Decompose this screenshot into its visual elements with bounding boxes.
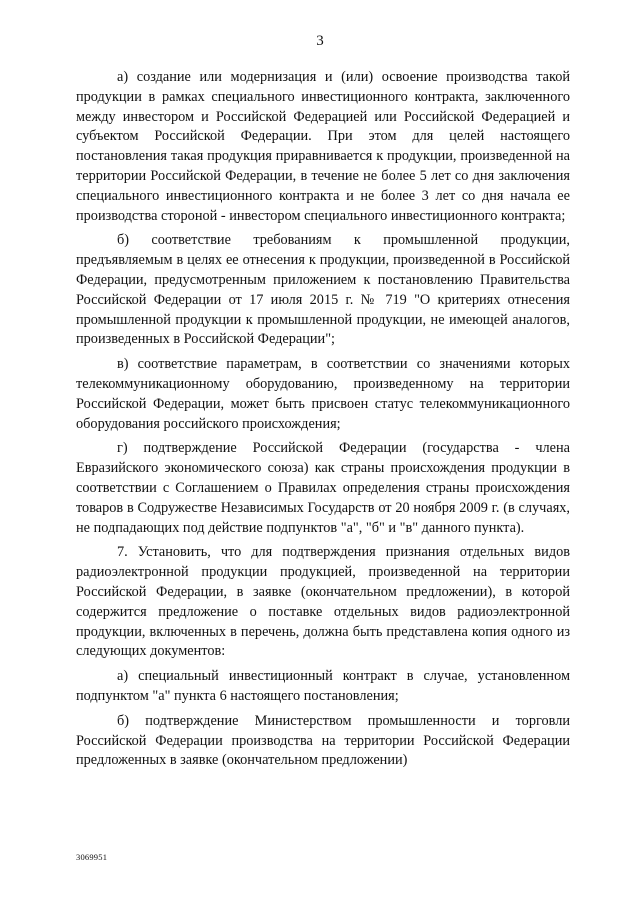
document-code: 3069951 (76, 852, 108, 862)
paragraph-6a: а) создание или модернизация и (или) освоение производства такой продукции в рамках специального инвестиционного контракта, заключенного между инвестором и Российской Федерацией или Российской Федерацией и субъектом Российской Федерации. При этом для целей настоящего постановления такая продукция приравнивается к продукции, произведенной на территории Российской Федерации, в течение не более 5 лет со дня заключения специального инвестиционного контракта и не более 3 лет со дня начала ее производства стороной - инвестором специального инвестиционного контракта; (76, 69, 570, 224)
page-number: 3 (316, 33, 324, 49)
paragraph-6v: в) соответствие параметрам, в соответствии со значениями которых телекоммуникационному оборудованию, произведенному на территории Российской Федерации, может быть присвоен статус телекоммуникационного оборудования российского происхождения; (76, 356, 570, 432)
paragraph-7b: б) подтверждение Министерством промышленности и торговли Российской Федерации производства на территории Российской Федерации предложенных в заявке (окончательном предложении) (76, 712, 570, 769)
paragraph-7: 7. Установить, что для подтверждения признания отдельных видов радиоэлектронной продукции продукцией, произведенной на территории Российской Федерации, в заявке (окончательном предложении), в которой содержится предложение о поставке отдельных видов радиоэлектронной продукции, включенных в перечень, должна быть представлена копия одного из следующих документов: (76, 544, 570, 660)
paragraph-6b: б) соответствие требованиям к промышленной продукции, предъявляемым в целях ее отнесения к продукции, произведенной в Российской Федерации, предусмотренным приложением к постановлению Правительства Российской Федерации от 17 июля 2015 г. № 719 "О критериях отнесения промышленной продукции к промышленной продукции, не имеющей аналогов, произведенных в Российской Федерации"; (76, 232, 570, 348)
paragraph-7a: а) специальный инвестиционный контракт в случае, установленном подпунктом "а" пункта 6 настоящего постановления; (76, 668, 570, 704)
document-body (76, 68, 570, 776)
paragraph-6g: г) подтверждение Российской Федерации (государства - члена Евразийского экономического союза) как страны происхождения продукции в соответствии с Соглашением о Правилах определения страны происхождения товаров в Содружестве Независимых Государств от 20 ноября 2009 г. (в случаях, не подпадающих под действие подпунктов "а", "б" и "в" данного пункта). (76, 440, 570, 536)
